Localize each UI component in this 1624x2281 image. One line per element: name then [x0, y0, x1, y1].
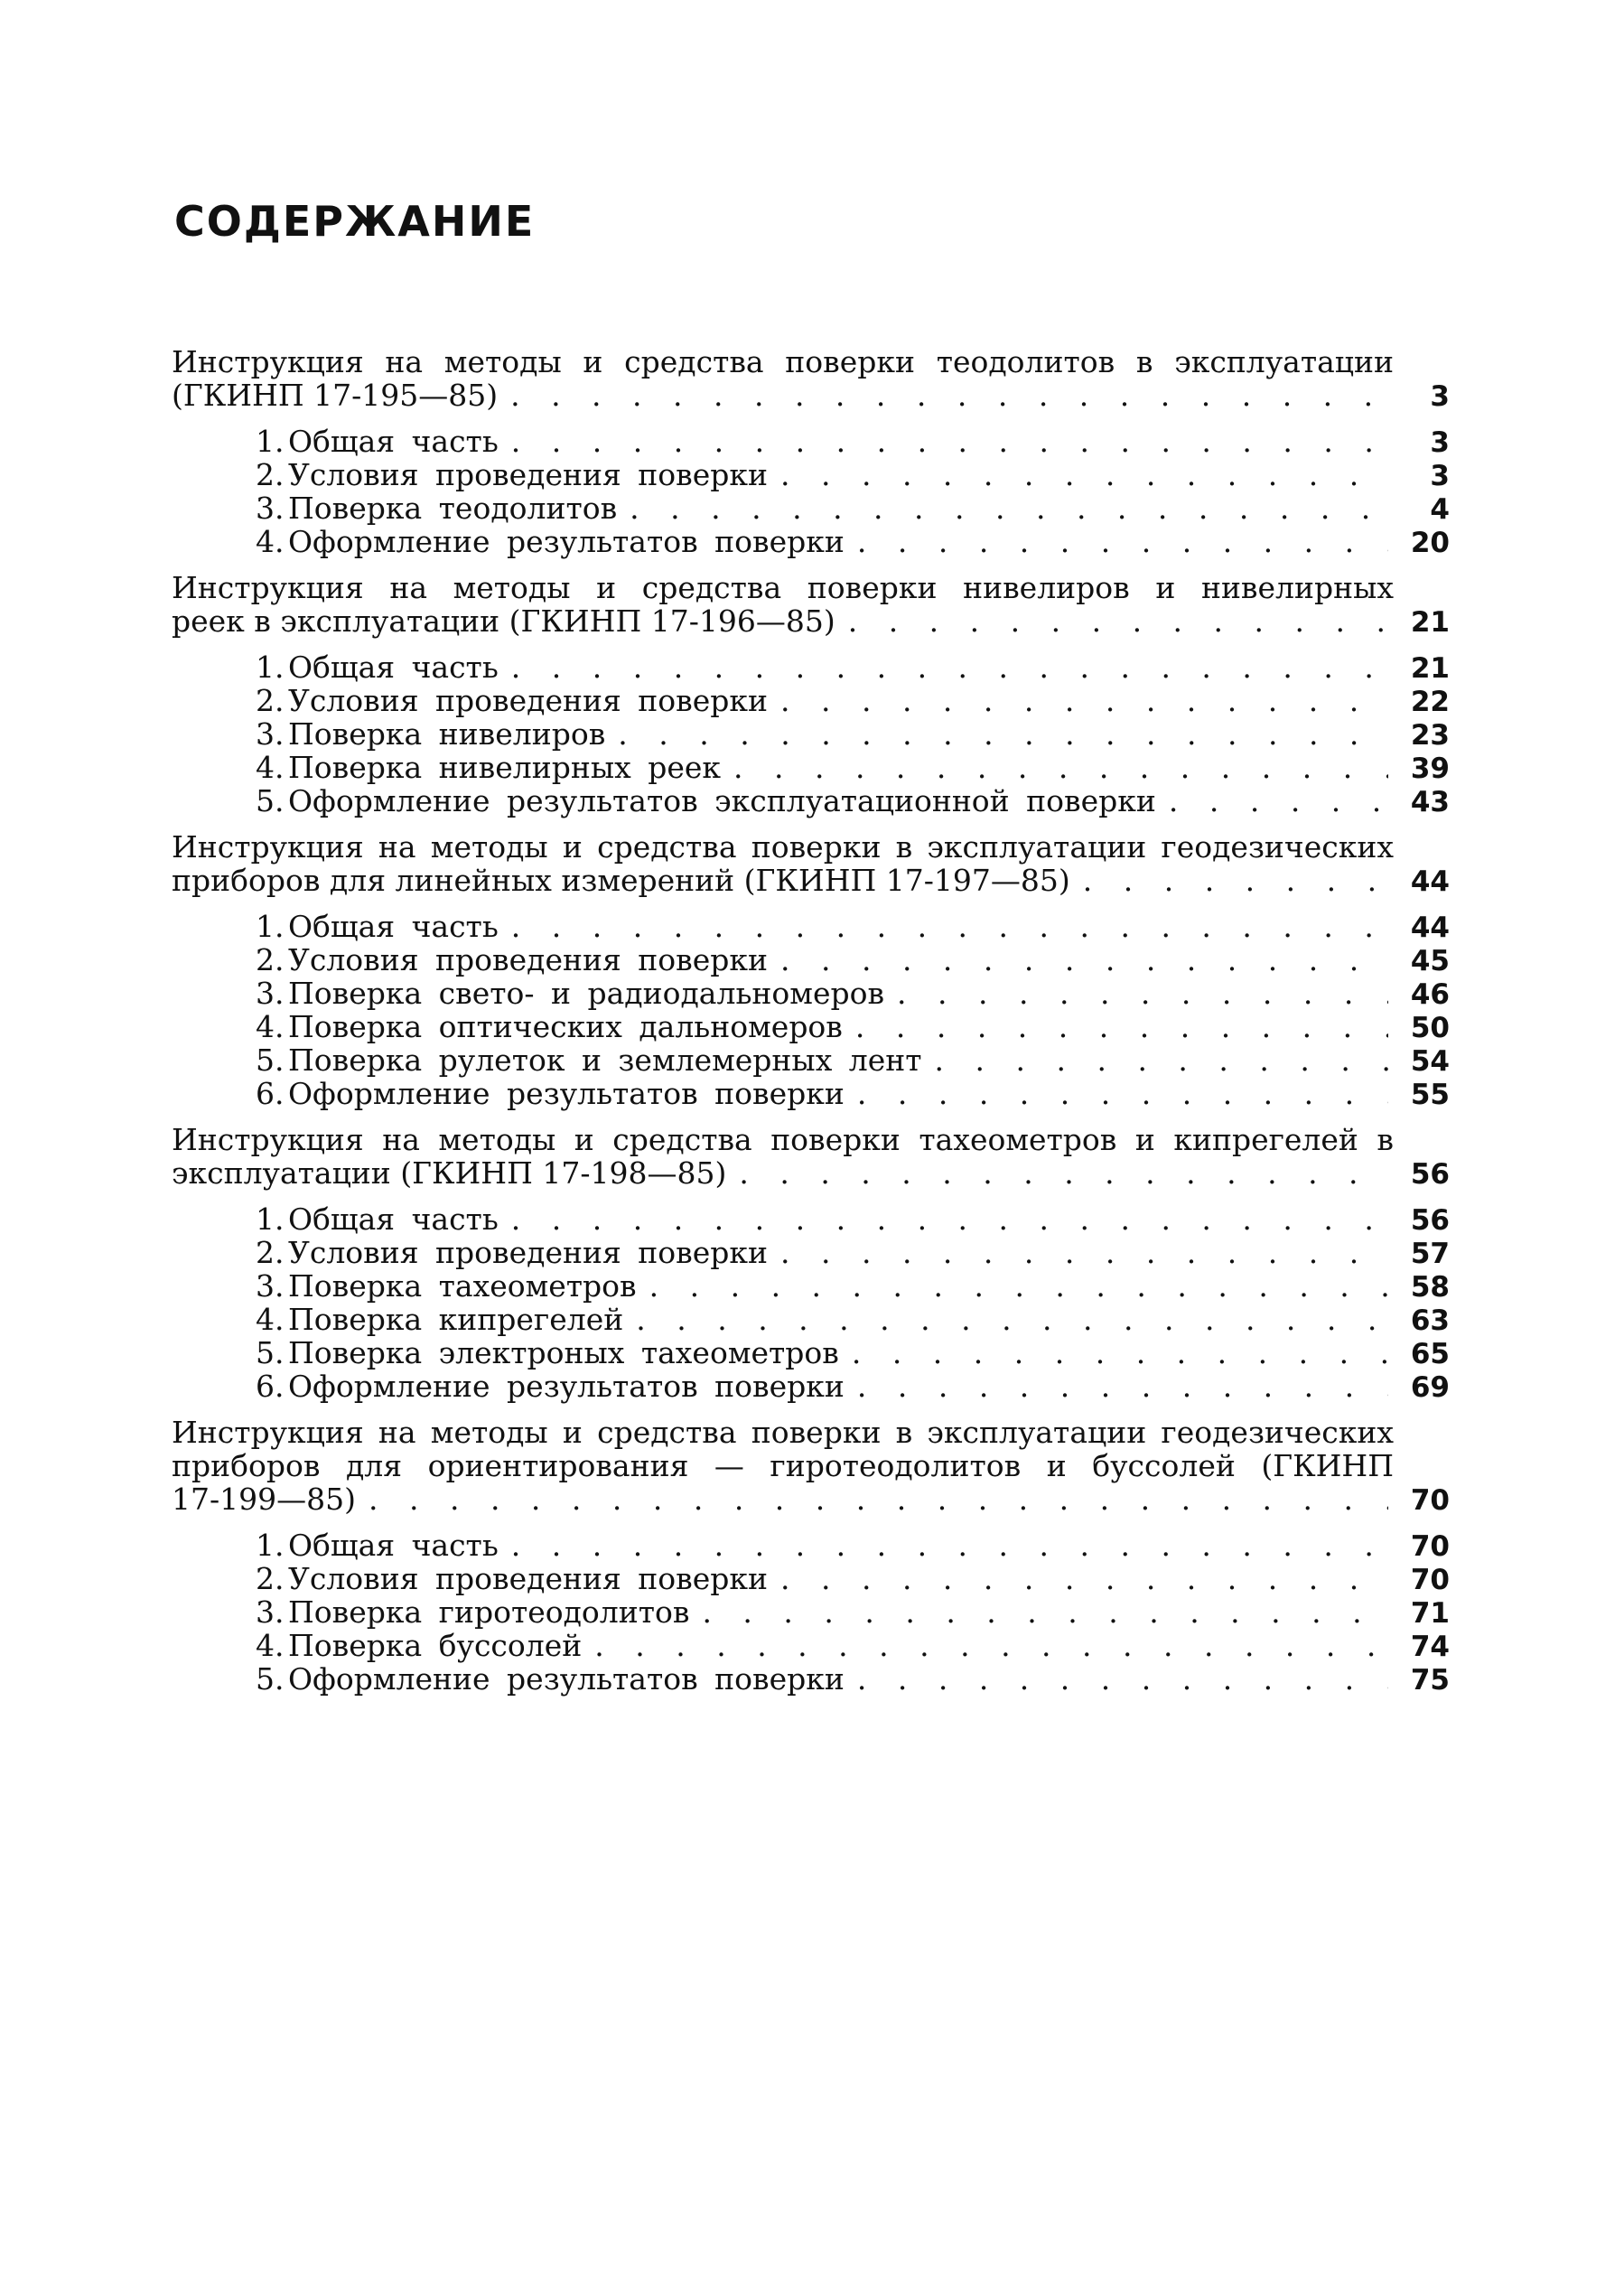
toc-item-text: Оформление результатов поверки [288, 1661, 845, 1697]
toc-item-number: 3. [256, 716, 285, 752]
toc-item-text: Поверка свето- и радиодальномеров [288, 976, 885, 1011]
section-title-text: Инструкция на методы и средства поверки в эксплуатации геодезических [172, 829, 1394, 865]
dot-leader [618, 717, 1388, 751]
toc-item-page-number: 46 [1410, 978, 1450, 1011]
section-page-number: 56 [1410, 1158, 1450, 1191]
toc-item-number: 5. [256, 783, 285, 818]
toc-item [256, 1528, 1450, 1562]
dot-leader [855, 1010, 1388, 1043]
toc-item-page-number: 63 [1410, 1304, 1450, 1337]
toc-item-page-number: 56 [1410, 1204, 1450, 1237]
toc-item-text: Условия проведения поверки [288, 457, 768, 492]
toc-item-text: Поверка рулеток и землемерных лент [288, 1042, 922, 1078]
toc-item [256, 1336, 1450, 1370]
toc-item [256, 717, 1450, 751]
toc-item [256, 1303, 1450, 1336]
toc-item-text: Общая часть [288, 424, 499, 459]
dot-leader [780, 1562, 1388, 1595]
toc-item-number: 2. [256, 457, 285, 492]
toc-item-text: Оформление результатов эксплуатационной поверки [288, 783, 1156, 818]
section-title-text: эксплуатации (ГКИНП 17-198—85) [172, 1155, 727, 1191]
section-title-line [172, 1123, 1450, 1156]
toc-item [256, 977, 1450, 1010]
section-title-line [172, 1482, 1450, 1516]
toc-item-number: 2. [256, 683, 285, 718]
toc-item-page-number: 75 [1410, 1664, 1450, 1697]
toc-item-number: 1. [256, 909, 285, 944]
section-title-text: 17-199—85) [172, 1482, 356, 1517]
toc-item-text: Поверка оптических дальномеров [288, 1009, 843, 1044]
section-title-text: реек в эксплуатации (ГКИНП 17-196—85) [172, 603, 835, 639]
dot-leader [780, 458, 1388, 491]
dot-leader [511, 425, 1388, 458]
section-title-line [172, 1416, 1450, 1449]
toc-item-text: Условия проведения поверки [288, 942, 768, 977]
toc-item-page-number: 57 [1410, 1238, 1450, 1270]
toc-item-number: 1. [256, 1201, 285, 1237]
toc-item-number: 5. [256, 1335, 285, 1370]
toc-item-number: 4. [256, 1009, 285, 1044]
toc-item [256, 650, 1450, 684]
toc-item [256, 1370, 1450, 1403]
toc-item-number: 6. [256, 1076, 285, 1111]
section-page-number: 70 [1410, 1484, 1450, 1517]
dot-leader [780, 1236, 1388, 1269]
dot-leader [511, 650, 1388, 684]
table-of-contents [172, 345, 1450, 1708]
toc-item-text: Условия проведения поверки [288, 1235, 768, 1270]
section-title-line [172, 864, 1450, 897]
toc-item [256, 910, 1450, 943]
section-title-line [172, 1156, 1450, 1190]
dot-leader [848, 604, 1388, 638]
dot-leader [935, 1043, 1388, 1077]
toc-item-number: 1. [256, 424, 285, 459]
toc-item-page-number: 45 [1410, 945, 1450, 977]
toc-item-number: 4. [256, 1302, 285, 1337]
toc-item-text: Поверка буссолей [288, 1628, 583, 1663]
toc-item-page-number: 22 [1410, 686, 1450, 718]
toc-item-number: 1. [256, 1528, 285, 1563]
toc-item-text: Поверка кипрегелей [288, 1302, 624, 1337]
toc-item-text: Поверка нивелиров [288, 716, 606, 752]
toc-item-list [172, 910, 1450, 1110]
dot-leader [630, 491, 1388, 525]
section-title-line [172, 604, 1450, 638]
toc-item-number: 6. [256, 1369, 285, 1404]
section-title-line [172, 571, 1450, 604]
toc-section [172, 345, 1450, 558]
dot-leader [511, 1528, 1388, 1562]
toc-section [172, 571, 1450, 818]
section-title-text: Инструкция на методы и средства поверки в эксплуатации геодезических [172, 1415, 1394, 1450]
dot-leader [897, 977, 1388, 1010]
toc-section [172, 1416, 1450, 1696]
toc-item-number: 1. [256, 650, 285, 685]
toc-item [256, 784, 1450, 818]
dot-leader [511, 910, 1388, 943]
section-title-text: приборов для линейных измерений (ГКИНП 17-197—85) [172, 863, 1070, 898]
toc-item-text: Условия проведения поверки [288, 683, 768, 718]
section-page-number: 44 [1410, 865, 1450, 898]
page-title: СОДЕРЖАНИЕ [174, 197, 536, 246]
toc-item [256, 458, 1450, 491]
dot-leader [852, 1336, 1388, 1370]
dot-leader [1083, 864, 1388, 897]
toc-item-page-number: 20 [1410, 527, 1450, 559]
dot-leader [1169, 784, 1388, 818]
section-title-line [172, 830, 1450, 864]
section-page-number: 21 [1410, 606, 1450, 639]
toc-item-text: Поверка теодолитов [288, 491, 618, 526]
toc-item [256, 425, 1450, 458]
section-title-line [172, 1449, 1450, 1482]
toc-item [256, 943, 1450, 977]
section-title-line [172, 345, 1450, 379]
section-title-text: Инструкция на методы и средства поверки теодолитов в эксплуатации [172, 344, 1394, 379]
toc-item-text: Поверка гиротеодолитов [288, 1594, 690, 1630]
toc-item-text: Поверка нивелирных реек [288, 750, 722, 785]
toc-item-number: 3. [256, 491, 285, 526]
toc-item-page-number: 50 [1410, 1012, 1450, 1044]
toc-item [256, 525, 1450, 558]
toc-item [256, 1629, 1450, 1662]
toc-item-number: 3. [256, 1594, 285, 1630]
dot-leader [857, 1370, 1388, 1403]
toc-item-number: 3. [256, 976, 285, 1011]
toc-item [256, 684, 1450, 717]
toc-item-page-number: 58 [1410, 1271, 1450, 1304]
toc-item-number: 5. [256, 1661, 285, 1697]
section-title-text: приборов для ориентирования — гиротеодолитов и буссолей (ГКИНП [172, 1448, 1394, 1483]
toc-item [256, 751, 1450, 784]
toc-item-page-number: 65 [1410, 1338, 1450, 1370]
toc-item-page-number: 3 [1430, 460, 1450, 492]
toc-item-list [172, 650, 1450, 818]
toc-item [256, 1043, 1450, 1077]
toc-item-page-number: 21 [1410, 652, 1450, 685]
dot-leader [702, 1595, 1388, 1629]
toc-item-page-number: 43 [1410, 786, 1450, 818]
dot-leader [649, 1269, 1388, 1303]
dot-leader [780, 684, 1388, 717]
toc-item-page-number: 71 [1410, 1597, 1450, 1630]
dot-leader [733, 751, 1388, 784]
toc-item-text: Общая часть [288, 650, 499, 685]
dot-leader [857, 525, 1388, 558]
toc-item-list [172, 1202, 1450, 1403]
section-title-line [172, 379, 1450, 412]
toc-item [256, 1595, 1450, 1629]
section-title-text: Инструкция на методы и средства поверки нивелиров и нивелирных [172, 570, 1394, 605]
toc-item-page-number: 4 [1430, 493, 1450, 526]
toc-item-page-number: 39 [1410, 753, 1450, 785]
toc-item-list [172, 425, 1450, 558]
toc-item-page-number: 54 [1410, 1045, 1450, 1078]
toc-item-page-number: 3 [1430, 426, 1450, 459]
toc-item-number: 2. [256, 1561, 285, 1596]
toc-item-number: 5. [256, 1042, 285, 1078]
section-title-text: (ГКИНП 17-195—85) [172, 378, 499, 413]
toc-item-text: Оформление результатов поверки [288, 1369, 845, 1404]
toc-item-page-number: 55 [1410, 1079, 1450, 1111]
toc-item-list [172, 1528, 1450, 1696]
dot-leader [857, 1662, 1388, 1696]
toc-item [256, 491, 1450, 525]
toc-item-number: 2. [256, 942, 285, 977]
toc-section [172, 1123, 1450, 1403]
toc-item-text: Общая часть [288, 1528, 499, 1563]
toc-item [256, 1562, 1450, 1595]
dot-leader [510, 379, 1388, 412]
dot-leader [511, 1202, 1388, 1236]
toc-item-text: Условия проведения поверки [288, 1561, 768, 1596]
dot-leader [739, 1156, 1388, 1190]
toc-item-text: Поверка электроных тахеометров [288, 1335, 839, 1370]
toc-item-number: 2. [256, 1235, 285, 1270]
dot-leader [857, 1077, 1388, 1110]
toc-item-text: Оформление результатов поверки [288, 1076, 845, 1111]
toc-item-page-number: 70 [1410, 1530, 1450, 1563]
dot-leader [780, 943, 1388, 977]
toc-item-number: 4. [256, 750, 285, 785]
toc-item-text: Поверка тахеометров [288, 1268, 637, 1304]
toc-item-number: 4. [256, 1628, 285, 1663]
dot-leader [636, 1303, 1388, 1336]
section-title-text: Инструкция на методы и средства поверки тахеометров и кипрегелей в [172, 1122, 1394, 1157]
toc-item [256, 1269, 1450, 1303]
toc-section [172, 830, 1450, 1110]
toc-item-text: Оформление результатов поверки [288, 524, 845, 559]
toc-item-page-number: 74 [1410, 1631, 1450, 1663]
toc-item-page-number: 69 [1410, 1371, 1450, 1404]
dot-leader [369, 1482, 1388, 1516]
toc-item-page-number: 44 [1410, 911, 1450, 944]
toc-item-number: 3. [256, 1268, 285, 1304]
toc-item-page-number: 70 [1410, 1564, 1450, 1596]
toc-item [256, 1236, 1450, 1269]
toc-item-page-number: 23 [1410, 719, 1450, 752]
toc-item-text: Общая часть [288, 909, 499, 944]
toc-item [256, 1010, 1450, 1043]
toc-item-text: Общая часть [288, 1201, 499, 1237]
toc-item-number: 4. [256, 524, 285, 559]
toc-item [256, 1202, 1450, 1236]
section-page-number: 3 [1430, 380, 1450, 413]
toc-item [256, 1077, 1450, 1110]
dot-leader [594, 1629, 1388, 1662]
toc-item [256, 1662, 1450, 1696]
